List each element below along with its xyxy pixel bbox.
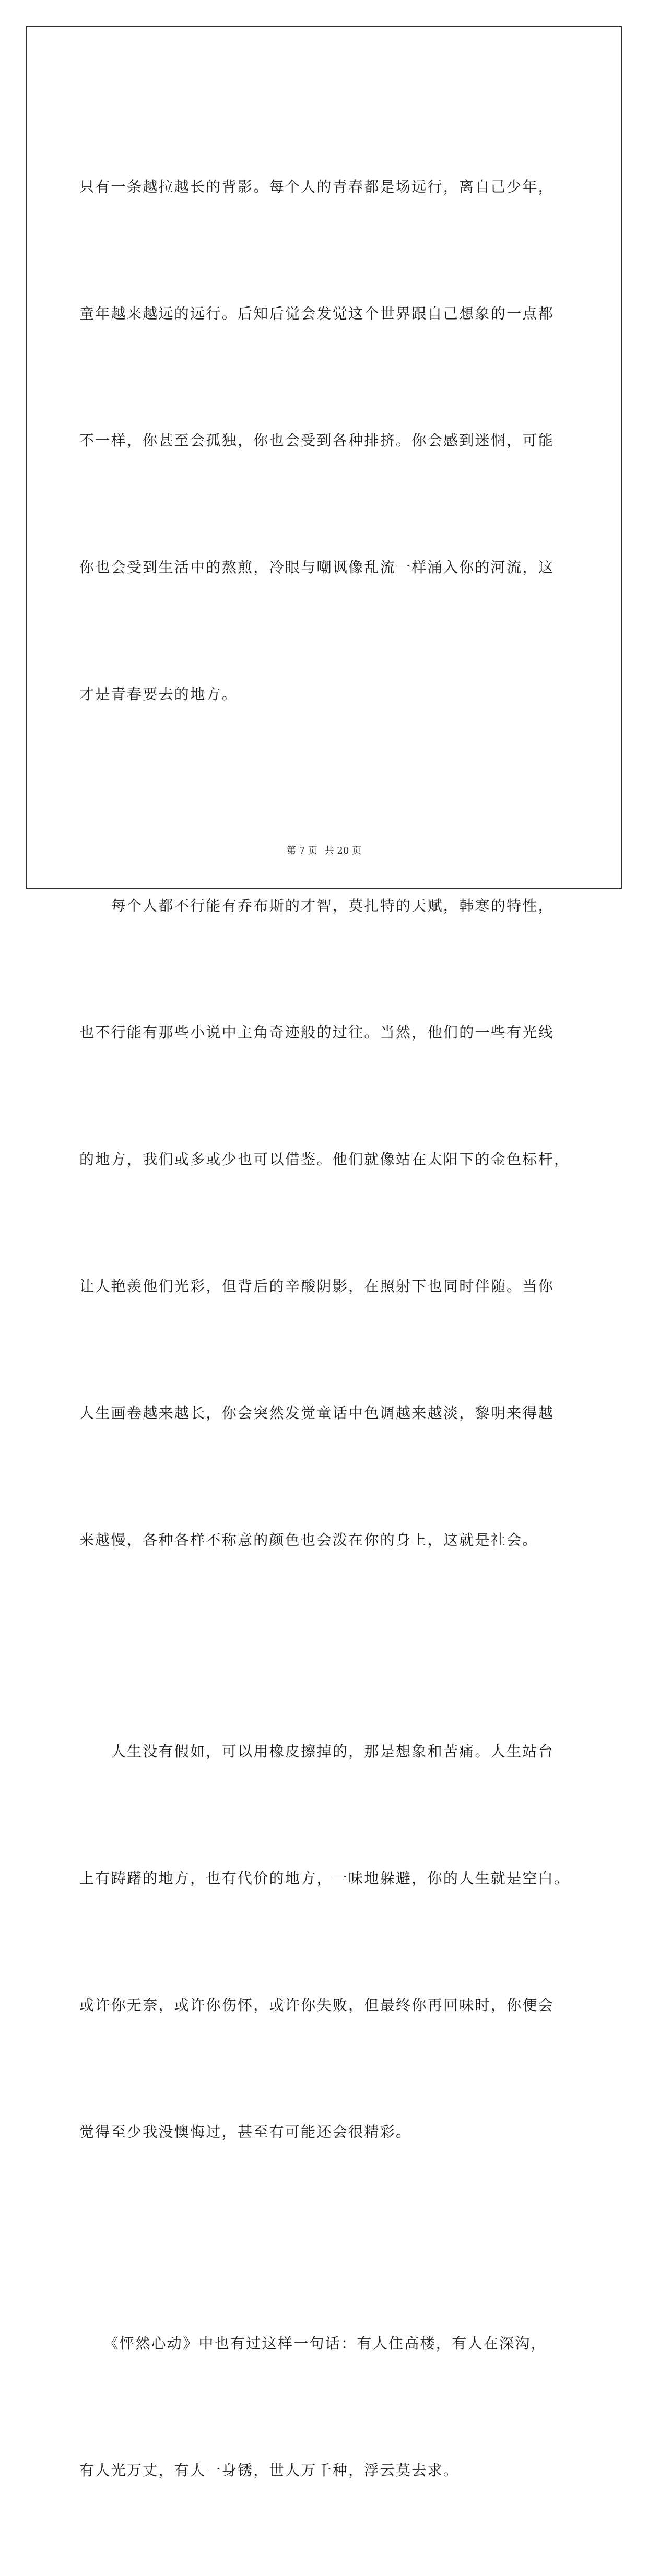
text-line: 只有一条越拉越长的背影。每个人的青春都是场远行，离自己少年， (79, 178, 555, 195)
text-line: 或许你无奈，或许你伤怀，或许你失败，但最终你再回味时，你便会 (79, 1996, 555, 2014)
page-number: 第 7 页 (287, 845, 317, 856)
text-line: 也不行能有那些小说中主角奇迹般的过往。当然，他们的一些有光线 (79, 1024, 555, 1041)
page-total: 共 20 页 (324, 845, 361, 856)
text-line: 的地方，我们或多或少也可以借鉴。他们就像站在太阳下的金色标杆， (79, 1151, 570, 1168)
text-line: 不一样，你甚至会孤独，你也会受到各种排挤。你会感到迷惘，可能 (79, 432, 555, 449)
text-line: 上有踌躇的地方，也有代价的地方，一味地躲避，你的人生就是空白。 (79, 1870, 570, 1887)
text-line: 童年越来越远的远行。后知后觉会发觉这个世界跟自己想象的一点都 (79, 305, 555, 322)
text-line: 你也会受到生活中的熬煎，冷眼与嘲讽像乱流一样涌入你的河流，这 (79, 559, 555, 576)
paragraph-1 (79, 81, 570, 800)
text-line: 觉得至少我没懊悔过，甚至有可能还会很精彩。 (79, 2123, 412, 2141)
text-line: 才是青春要去的地方。 (79, 686, 238, 703)
paragraph-3 (79, 1646, 570, 2238)
paragraph-4 (79, 2238, 570, 2576)
text-line: 每个人都不行能有乔布斯的才智，莫扎特的天赋，韩寒的特性， (79, 897, 555, 914)
document-body (79, 81, 570, 2576)
text-line: 有人光万丈，有人一身锈，世人万千种，浮云莫去求。 (79, 2462, 460, 2479)
text-line: 让人艳羡他们光彩，但背后的辛酸阴影，在照射下也同时伴随。当你 (79, 1278, 555, 1295)
paragraph-2 (79, 800, 570, 1646)
text-line: 人生画卷越来越长，你会突然发觉童话中色调越来越淡，黎明来得越 (79, 1404, 555, 1422)
text-line: 来越慢，各种各样不称意的颜色也会泼在你的身上，这就是社会。 (79, 1531, 538, 1549)
text-line: 人生没有假如，可以用橡皮擦掉的，那是想象和苦痛。人生站台 (79, 1743, 555, 1760)
text-line: 《怦然心动》中也有过这样一句话：有人住高楼，有人在深沟， (79, 2335, 547, 2352)
page-footer (0, 843, 648, 857)
